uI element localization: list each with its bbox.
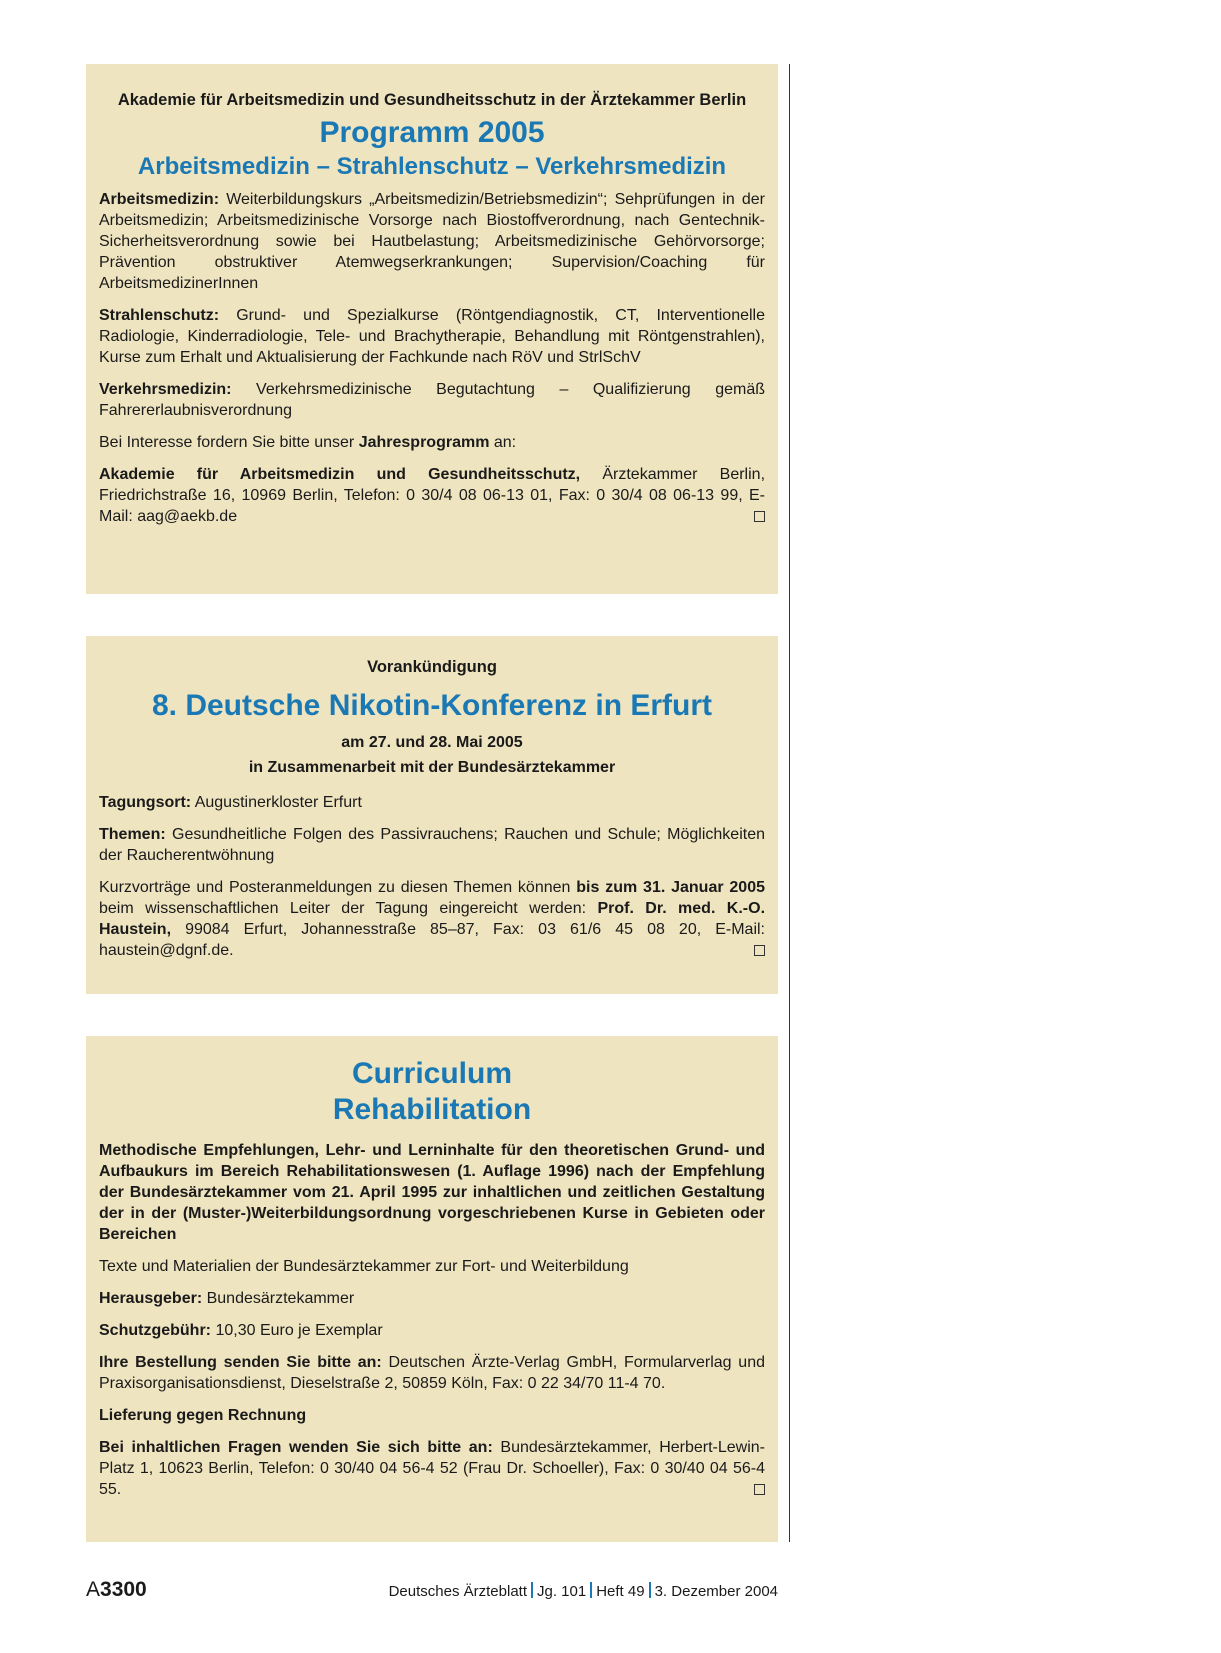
box2-kicker: Vorankündigung — [367, 658, 497, 676]
box3-order: Ihre Bestellung senden Sie bitte an: Deutschen Ärzte-Verlag GmbH, Formularverlag und Praxisorganisationsdienst, Dieselstraße 2, 50859 Köln, Fax: 0 22 34/70 11-4 70. — [99, 1354, 765, 1392]
journal-meta — [389, 1582, 778, 1600]
box1-strahlenschutz: Strahlenschutz: Grund- und Spezialkurse (Röntgendiagnostik, CT, Interventionelle Radiologie, Kinderradiologie, Tele- und Brachytherapie, Behandlung mit Röntgenstrahlen), Kurse zum Erhalt und Aktualisierung der Fachkunde nach RöV und StrlSchV — [99, 307, 765, 366]
separator — [649, 1582, 651, 1598]
end-mark-icon — [754, 945, 765, 956]
box2-cooperation: in Zusammenarbeit mit der Bundesärztekammer — [248, 759, 616, 776]
journal-volume: Jg. 101 — [537, 1583, 587, 1600]
box3-series: Texte und Materialien der Bundesärztekammer zur Fort- und Weiterbildung — [99, 1258, 629, 1275]
box1-contact: Akademie für Arbeitsmedizin und Gesundheitsschutz, Ärztekammer Berlin, Friedrichstraße 16, 10969 Berlin, Telefon: 0 30/4 08 06-13 01, Fax: 0 30/4 08 06-13 99, E-Mail: aag@aekb.de — [99, 466, 766, 525]
box3-title-line1: Curriculum — [351, 1057, 513, 1090]
journal-date: 3. Dezember 2004 — [654, 1583, 778, 1600]
box3-title-line2: Rehabilitation — [332, 1093, 532, 1126]
box3-questions: Bei inhaltlichen Fragen wenden Sie sich bitte an: Bundesärztekammer, Herbert-Lewin-Platz 1, 10623 Berlin, Telefon: 0 30/40 04 56-4 52 (Frau Dr. Schoeller), Fax: 0 30/40 04 56-4 55. — [99, 1439, 766, 1498]
column-rule — [789, 64, 790, 1542]
box1-verkehrsmedizin: Verkehrsmedizin: Verkehrsmedizinische Begutachtung – Qualifizierung gemäß Fahrererlaubnisverordnung — [99, 381, 765, 419]
box2-topics: Themen: Gesundheitliche Folgen des Passivrauchens; Rauchen und Schule; Möglichkeiten der Raucherentwöhnung — [99, 826, 766, 864]
box2-submission: Kurzvorträge und Posteranmeldungen zu diesen Themen können bis zum 31. Januar 2005 beim wissenschaftlichen Leiter der Tagung eingereicht werden: Prof. Dr. med. K.-O. Haustein, 99084 Erfurt, Johannesstraße 85–87, Fax: 03 61/6 45 08 20, E-Mail: haustein@dgnf.de. — [99, 879, 766, 959]
box1-kicker: Akademie für Arbeitsmedizin und Gesundheitsschutz in der Ärztekammer Berlin — [117, 91, 747, 109]
box2-venue: Tagungsort: Augustinerkloster Erfurt — [99, 794, 362, 811]
separator — [590, 1582, 592, 1598]
box1-subtitle: Arbeitsmedizin – Strahlenschutz – Verkehrsmedizin — [137, 153, 727, 180]
box2-date: am 27. und 28. Mai 2005 — [341, 734, 523, 751]
box3-delivery: Lieferung gegen Rechnung — [99, 1407, 307, 1424]
journal-name: Deutsches Ärzteblatt — [388, 1583, 527, 1600]
end-mark-icon — [754, 511, 765, 522]
box1-arbeitsmedizin: Arbeitsmedizin: Weiterbildungskurs „Arbeitsmedizin/Betriebsmedizin“; Sehprüfungen in der Arbeitsmedizin; Arbeitsmedizinische Vorsorge nach Biostoffverordnung, nach Gentechnik-Sicherheitsverordnung sowie bei Hautbelastung; Arbeitsmedizinische Gehörvorsorge; Prävention obstruktiver Atemwegserkrankungen; Supervision/Coaching für ArbeitsmedizinerInnen — [99, 191, 765, 292]
box3-fee: Schutzgebühr: 10,30 Euro je Exemplar — [99, 1322, 383, 1339]
nikotin-konferenz-box — [86, 636, 778, 994]
separator — [531, 1582, 533, 1598]
box3-publisher: Herausgeber: Bundesärztekammer — [99, 1290, 355, 1307]
curriculum-rehabilitation-box — [86, 1036, 778, 1542]
end-mark-icon — [754, 1484, 765, 1495]
page-footer — [86, 1578, 778, 1608]
box1-title: Programm 2005 — [319, 116, 545, 149]
box3-intro: Methodische Empfehlungen, Lehr- und Lerninhalte für den theoretischen Grund- und Aufbaukurs im Bereich Rehabilitationswesen (1. Auflage 1996) nach der Empfehlung der Bundesärztekammer vom 21. April 1995 zur inhaltlichen und zeitlichen Gestaltung der in der (Muster-)Weiterbildungsordnung vorgeschriebenen Kurse in Gebieten oder Bereichen — [99, 1142, 765, 1243]
page-number: A3300 — [86, 1578, 147, 1601]
box1-interest: Bei Interesse fordern Sie bitte unser Jahresprogramm an: — [99, 434, 517, 451]
program-2005-box — [86, 64, 778, 594]
journal-issue: Heft 49 — [596, 1583, 645, 1600]
box2-title: 8. Deutsche Nikotin-Konferenz in Erfurt — [151, 689, 713, 722]
